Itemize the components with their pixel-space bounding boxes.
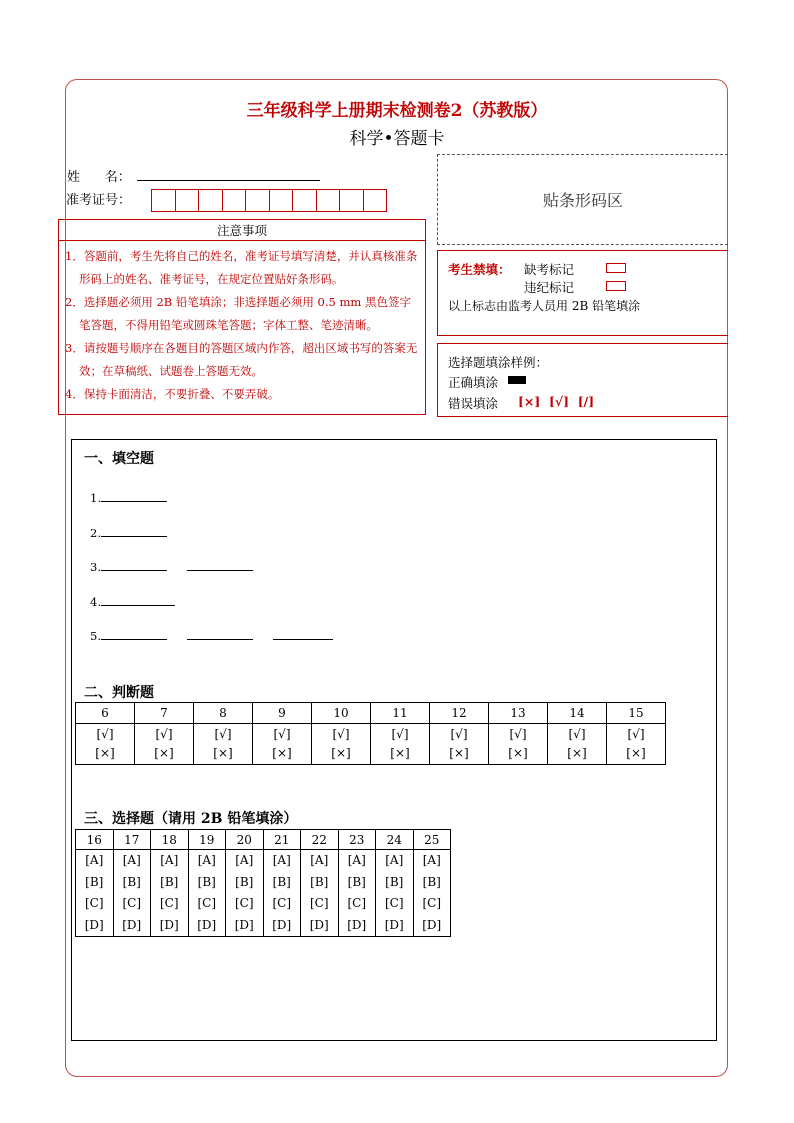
exam-id-digit-box[interactable] bbox=[245, 189, 270, 212]
exam-id-digit-box[interactable] bbox=[222, 189, 247, 212]
mc-option[interactable]: [B] bbox=[85, 874, 104, 889]
mc-option[interactable]: [C] bbox=[347, 896, 367, 910]
mc-option[interactable]: [C] bbox=[122, 896, 142, 910]
notice-item: 1．答题前，考生先将自己的姓名，准考证号填写清楚，并认真核准条形码上的姓名、准考证号，在规定位置贴好条形码。 bbox=[65, 249, 418, 286]
tf-true-option[interactable]: [√] bbox=[627, 727, 645, 741]
tf-true-option[interactable]: [√] bbox=[332, 727, 350, 741]
tf-false-option[interactable]: [×] bbox=[390, 746, 410, 760]
tf-answer-cell bbox=[430, 724, 489, 765]
tf-answer-cell bbox=[135, 724, 194, 765]
tf-question-number: 13 bbox=[489, 703, 548, 724]
exam-id-boxes bbox=[151, 189, 386, 212]
tf-answer-cell bbox=[548, 724, 607, 765]
mc-question-number: 25 bbox=[413, 830, 451, 850]
fill-item: 2. bbox=[90, 524, 167, 540]
sample-box bbox=[437, 343, 728, 417]
mc-option[interactable]: [D] bbox=[197, 917, 217, 932]
mc-option[interactable]: [C] bbox=[309, 896, 329, 910]
tf-question-number: 14 bbox=[548, 703, 607, 724]
mc-option[interactable]: [D] bbox=[384, 917, 404, 932]
mc-answer-cell bbox=[301, 850, 339, 937]
mc-option[interactable]: [D] bbox=[422, 917, 442, 932]
barcode-area bbox=[437, 154, 728, 245]
page-subtitle: 科学•答题卡 bbox=[349, 129, 445, 149]
mc-question-number: 17 bbox=[113, 830, 151, 850]
tf-question-number: 8 bbox=[194, 703, 253, 724]
mc-option[interactable]: [B] bbox=[197, 874, 216, 889]
mc-answer-cell bbox=[263, 850, 301, 937]
mc-option[interactable]: [A] bbox=[422, 853, 441, 867]
mc-option[interactable]: [A] bbox=[85, 853, 104, 867]
mc-answer-cell bbox=[76, 850, 114, 937]
section-mc-title: 三、选择题（请用 2B 铅笔填涂） bbox=[84, 811, 298, 827]
mc-option[interactable]: [D] bbox=[272, 917, 292, 932]
fill-item: 3. bbox=[90, 558, 253, 574]
mc-option[interactable]: [A] bbox=[385, 853, 404, 867]
mc-option[interactable]: [C] bbox=[234, 896, 254, 910]
violation-label: 违纪标记 bbox=[524, 280, 575, 295]
mc-option[interactable]: [B] bbox=[310, 874, 329, 889]
section-fill-title: 一、填空题 bbox=[84, 451, 154, 467]
tf-false-option[interactable]: [×] bbox=[95, 746, 115, 760]
tf-true-option[interactable]: [√] bbox=[155, 727, 173, 741]
mc-option[interactable]: [A] bbox=[310, 853, 329, 867]
tf-true-option[interactable]: [√] bbox=[450, 727, 468, 741]
tf-answer-cell bbox=[253, 724, 312, 765]
name-field[interactable] bbox=[137, 180, 320, 181]
mc-table bbox=[75, 829, 451, 937]
absent-label: 缺考标记 bbox=[524, 262, 575, 277]
exam-id-digit-box[interactable] bbox=[363, 189, 388, 212]
mc-question-number: 24 bbox=[376, 830, 414, 850]
tf-false-option[interactable]: [×] bbox=[331, 746, 351, 760]
fill-blank[interactable] bbox=[101, 593, 175, 606]
tf-question-number: 15 bbox=[607, 703, 666, 724]
tf-table bbox=[75, 702, 666, 765]
mc-option[interactable]: [C] bbox=[272, 896, 292, 910]
mc-option[interactable]: [D] bbox=[84, 917, 104, 932]
mc-question-number: 21 bbox=[263, 830, 301, 850]
notice-item: 2．选择题必须用 2B 铅笔填涂；非选择题必须用 0.5 mm 黑色签字笔答题，不得用铅笔或圆珠笔答题；字体工整、笔迹清晰。 bbox=[65, 295, 411, 332]
mc-option[interactable]: [D] bbox=[159, 917, 179, 932]
mc-option[interactable]: [A] bbox=[272, 853, 291, 867]
mc-option[interactable]: [B] bbox=[235, 874, 254, 889]
section-tf-title: 二、判断题 bbox=[84, 685, 154, 701]
exam-id-digit-box[interactable] bbox=[175, 189, 200, 212]
mc-option[interactable]: [D] bbox=[309, 917, 329, 932]
mc-question-number: 23 bbox=[338, 830, 376, 850]
fill-blank[interactable] bbox=[187, 627, 253, 640]
fill-blank[interactable] bbox=[101, 489, 167, 502]
tf-false-option[interactable]: [×] bbox=[154, 746, 174, 760]
tf-answer-cell bbox=[312, 724, 371, 765]
wrong-marks: [×] [√] [/] bbox=[518, 394, 595, 409]
mc-question-number: 19 bbox=[188, 830, 226, 850]
exam-id-digit-box[interactable] bbox=[151, 189, 176, 212]
wrong-label: 错误填涂 bbox=[448, 396, 499, 411]
tf-question-number: 6 bbox=[76, 703, 135, 724]
tf-true-option[interactable]: [√] bbox=[391, 727, 409, 741]
prohibit-box bbox=[437, 250, 728, 336]
mc-answer-cell bbox=[113, 850, 151, 937]
mc-answer-cell bbox=[151, 850, 189, 937]
tf-question-number: 11 bbox=[371, 703, 430, 724]
mc-option[interactable]: [A] bbox=[197, 853, 216, 867]
tf-answer-cell bbox=[194, 724, 253, 765]
fill-item: 4. bbox=[90, 593, 175, 609]
notice-item: 3．请按题号顺序在各题目的答题区域内作答，超出区域书写的答案无效；在草稿纸、试题卷上答题无效。 bbox=[65, 341, 418, 378]
tf-question-number: 10 bbox=[312, 703, 371, 724]
tf-false-option[interactable]: [×] bbox=[449, 746, 469, 760]
tf-true-option[interactable]: [√] bbox=[509, 727, 527, 741]
notice-box bbox=[58, 241, 426, 415]
tf-answer-cell bbox=[371, 724, 430, 765]
correct-label: 正确填涂 bbox=[448, 375, 499, 390]
mc-option[interactable]: [B] bbox=[272, 874, 291, 889]
mc-answer-cell bbox=[188, 850, 226, 937]
mc-option[interactable]: [B] bbox=[422, 874, 441, 889]
mc-option[interactable]: [B] bbox=[385, 874, 404, 889]
mc-option[interactable]: [B] bbox=[347, 874, 366, 889]
tf-question-number: 12 bbox=[430, 703, 489, 724]
filled-mark-icon bbox=[508, 376, 526, 384]
notice-heading: 注意事项 bbox=[58, 219, 426, 241]
fill-item: 5. bbox=[90, 627, 333, 643]
mc-option[interactable]: [B] bbox=[122, 874, 141, 889]
fill-blank[interactable] bbox=[273, 627, 333, 640]
name-label: 姓 名： bbox=[67, 170, 131, 185]
tf-true-option[interactable]: [√] bbox=[568, 727, 586, 741]
mc-option[interactable]: [D] bbox=[234, 917, 254, 932]
mc-option[interactable]: [C] bbox=[422, 896, 442, 910]
tf-false-option[interactable]: [×] bbox=[213, 746, 233, 760]
exam-id-digit-box[interactable] bbox=[198, 189, 223, 212]
mc-option[interactable]: [C] bbox=[84, 896, 104, 910]
exam-id-digit-box[interactable] bbox=[292, 189, 317, 212]
mc-question-number: 20 bbox=[226, 830, 264, 850]
answer-area bbox=[71, 439, 717, 1041]
mc-option[interactable]: [B] bbox=[160, 874, 179, 889]
mc-question-number: 22 bbox=[301, 830, 339, 850]
mc-option[interactable]: [A] bbox=[122, 853, 141, 867]
tf-false-option[interactable]: [×] bbox=[567, 746, 587, 760]
mc-option[interactable]: [A] bbox=[235, 853, 254, 867]
tf-answer-cell bbox=[76, 724, 135, 765]
notice-item: 4．保持卡面清洁，不要折叠、不要弄破。 bbox=[65, 387, 280, 401]
exam-id-label: 准考证号： bbox=[66, 193, 132, 208]
fill-blank[interactable] bbox=[187, 558, 253, 571]
mc-option[interactable]: [C] bbox=[197, 896, 217, 910]
exam-id-digit-box[interactable] bbox=[339, 189, 364, 212]
tf-answer-cell bbox=[607, 724, 666, 765]
tf-false-option[interactable]: [×] bbox=[626, 746, 646, 760]
fill-blank[interactable] bbox=[101, 524, 167, 537]
tf-true-option[interactable]: [√] bbox=[96, 727, 114, 741]
prohibit-label: 考生禁填： bbox=[448, 262, 511, 277]
fill-blank[interactable] bbox=[101, 627, 167, 640]
tf-false-option[interactable]: [×] bbox=[508, 746, 528, 760]
mc-answer-cell bbox=[338, 850, 376, 937]
mc-option[interactable]: [C] bbox=[384, 896, 404, 910]
mc-option[interactable]: [D] bbox=[122, 917, 142, 932]
tf-true-option[interactable]: [√] bbox=[214, 727, 232, 741]
mc-answer-cell bbox=[226, 850, 264, 937]
page-title: 三年级科学上册期末检测卷2（苏教版） bbox=[246, 101, 548, 121]
exam-id-digit-box[interactable] bbox=[269, 189, 294, 212]
tf-question-number: 9 bbox=[253, 703, 312, 724]
tf-true-option[interactable]: [√] bbox=[273, 727, 291, 741]
mc-answer-cell bbox=[413, 850, 451, 937]
violation-mark[interactable] bbox=[606, 277, 626, 292]
mc-option[interactable]: [D] bbox=[347, 917, 367, 932]
mc-answer-cell bbox=[376, 850, 414, 937]
mc-option[interactable]: [C] bbox=[159, 896, 179, 910]
mc-option[interactable]: [A] bbox=[160, 853, 179, 867]
mc-question-number: 18 bbox=[151, 830, 189, 850]
tf-answer-cell bbox=[489, 724, 548, 765]
tf-question-number: 7 bbox=[135, 703, 194, 724]
exam-id-digit-box[interactable] bbox=[316, 189, 341, 212]
mc-question-number: 16 bbox=[76, 830, 114, 850]
tf-false-option[interactable]: [×] bbox=[272, 746, 292, 760]
absent-mark[interactable] bbox=[606, 259, 626, 274]
sample-title: 选择题填涂样例： bbox=[448, 355, 549, 370]
mc-option[interactable]: [A] bbox=[347, 853, 366, 867]
prohibit-note: 以上标志由监考人员用 2B 铅笔填涂 bbox=[448, 299, 641, 313]
barcode-label: 贴条形码区 bbox=[542, 191, 623, 210]
fill-blank[interactable] bbox=[101, 558, 167, 571]
fill-item: 1. bbox=[90, 489, 167, 505]
